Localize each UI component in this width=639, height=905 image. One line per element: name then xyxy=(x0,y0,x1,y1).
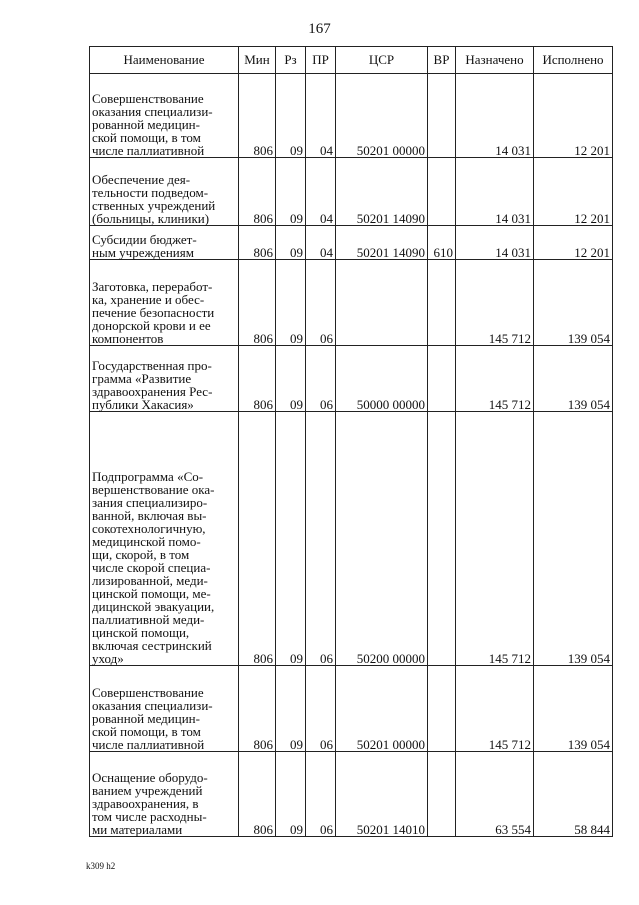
row-name-line: паллиативной меди- xyxy=(92,612,205,627)
row-name-line: (больницы, клиники) xyxy=(92,211,210,226)
row-assigned: 145 712 xyxy=(456,260,534,346)
row-min: 806 xyxy=(239,666,276,752)
row-name-line: ванием учреждений xyxy=(92,783,203,798)
row-name-line: цинской помощи, ме- xyxy=(92,586,211,601)
row-name-line: числе скорой специа- xyxy=(92,560,211,575)
row-name-line: ка, хранение и обес- xyxy=(92,292,205,307)
row-name xyxy=(90,158,239,226)
table-row xyxy=(90,158,613,226)
footer-code: k309 h2 xyxy=(86,861,116,871)
row-name-line: медицинской помо- xyxy=(92,534,201,549)
row-rz: 09 xyxy=(276,74,306,158)
row-pr: 06 xyxy=(306,752,336,837)
row-name-line: Подпрограмма «Со- xyxy=(92,469,204,484)
row-rz: 09 xyxy=(276,752,306,837)
row-executed: 139 054 xyxy=(534,260,613,346)
table-row xyxy=(90,74,613,158)
row-rz: 09 xyxy=(276,666,306,752)
row-assigned: 145 712 xyxy=(456,666,534,752)
row-vr xyxy=(428,74,456,158)
header-rz: Рз xyxy=(276,47,306,74)
row-vr xyxy=(428,346,456,412)
row-executed: 139 054 xyxy=(534,666,613,752)
table-body xyxy=(90,74,613,837)
row-name-line: рованной медицин- xyxy=(92,117,200,132)
row-name-line: здравоохранения, в xyxy=(92,796,199,811)
row-vr xyxy=(428,158,456,226)
row-csr: 50201 14090 xyxy=(336,158,428,226)
row-name-line: Обеспечение дея- xyxy=(92,172,191,187)
row-vr xyxy=(428,412,456,666)
table-row xyxy=(90,226,613,260)
row-name-line: Совершенствование xyxy=(92,91,204,106)
row-pr: 04 xyxy=(306,158,336,226)
row-min: 806 xyxy=(239,752,276,837)
table-row xyxy=(90,346,613,412)
row-csr xyxy=(336,260,428,346)
row-name-line: Субсидии бюджет- xyxy=(92,232,197,247)
row-pr: 04 xyxy=(306,226,336,260)
row-name-line: публики Хакасия» xyxy=(92,397,194,412)
row-pr: 04 xyxy=(306,74,336,158)
header-name: Наименование xyxy=(90,47,239,74)
row-name-line: лизированной, меди- xyxy=(92,573,208,588)
row-vr: 610 xyxy=(428,226,456,260)
row-name xyxy=(90,412,239,666)
row-rz: 09 xyxy=(276,226,306,260)
row-rz: 09 xyxy=(276,260,306,346)
row-name-line: зания специализиро- xyxy=(92,495,208,510)
row-name xyxy=(90,74,239,158)
row-name-line: рованной медицин- xyxy=(92,711,200,726)
row-min: 806 xyxy=(239,346,276,412)
row-pr: 06 xyxy=(306,412,336,666)
row-name-line: числе паллиативной xyxy=(92,143,205,158)
row-min: 806 xyxy=(239,260,276,346)
table-row xyxy=(90,412,613,666)
header-min: Мин xyxy=(239,47,276,74)
row-executed: 12 201 xyxy=(534,226,613,260)
row-executed: 58 844 xyxy=(534,752,613,837)
row-assigned: 14 031 xyxy=(456,226,534,260)
row-min: 806 xyxy=(239,226,276,260)
header-vr: ВР xyxy=(428,47,456,74)
row-name xyxy=(90,260,239,346)
row-vr xyxy=(428,752,456,837)
row-vr xyxy=(428,260,456,346)
row-name-line: ской помощи, в том xyxy=(92,724,201,739)
row-name-line: компонентов xyxy=(92,331,164,346)
row-name-line: Заготовка, переработ- xyxy=(92,279,213,294)
row-name-line: ванной, включая вы- xyxy=(92,508,207,523)
row-assigned: 14 031 xyxy=(456,158,534,226)
row-vr xyxy=(428,666,456,752)
row-csr: 50201 14010 xyxy=(336,752,428,837)
row-name-line: оказания специализи- xyxy=(92,104,213,119)
row-csr: 50201 00000 xyxy=(336,666,428,752)
row-name-line: включая сестринский xyxy=(92,638,212,653)
row-name xyxy=(90,346,239,412)
row-name xyxy=(90,752,239,837)
row-assigned: 63 554 xyxy=(456,752,534,837)
table-row xyxy=(90,752,613,837)
row-csr: 50201 14090 xyxy=(336,226,428,260)
row-name-line: донорской крови и ее xyxy=(92,318,211,333)
row-name-line: уход» xyxy=(92,651,124,666)
row-name-line: печение безопасности xyxy=(92,305,215,320)
row-csr: 50201 00000 xyxy=(336,74,428,158)
row-executed: 139 054 xyxy=(534,346,613,412)
row-name-line: ской помощи, в том xyxy=(92,130,201,145)
page-number: 167 xyxy=(308,21,331,37)
row-name xyxy=(90,666,239,752)
row-name-line: вершенствование ока- xyxy=(92,482,215,497)
table-row xyxy=(90,260,613,346)
row-name-line: Оснащение оборудо- xyxy=(92,770,208,785)
header-executed: Исполнено xyxy=(534,47,613,74)
row-name-line: сокотехнологичную, xyxy=(92,521,206,536)
row-name-line: тельности подведом- xyxy=(92,185,209,200)
row-pr: 06 xyxy=(306,666,336,752)
budget-table xyxy=(89,46,613,837)
row-name-line: дицинской эвакуации, xyxy=(92,599,215,614)
row-assigned: 145 712 xyxy=(456,412,534,666)
header-row xyxy=(90,47,613,74)
header-assigned: Назначено xyxy=(456,47,534,74)
row-min: 806 xyxy=(239,412,276,666)
row-name-line: цинской помощи, xyxy=(92,625,190,640)
row-name-line: оказания специализи- xyxy=(92,698,213,713)
row-name-line: щи, скорой, в том xyxy=(92,547,190,562)
row-name-line: ственных учреждений xyxy=(92,198,216,213)
row-assigned: 145 712 xyxy=(456,346,534,412)
row-executed: 12 201 xyxy=(534,74,613,158)
row-name-line: здравоохранения Рес- xyxy=(92,384,213,399)
row-pr: 06 xyxy=(306,346,336,412)
table-row xyxy=(90,666,613,752)
row-rz: 09 xyxy=(276,412,306,666)
row-name xyxy=(90,226,239,260)
row-name-line: Совершенствование xyxy=(92,685,204,700)
header-pr: ПР xyxy=(306,47,336,74)
row-name-line: числе паллиативной xyxy=(92,737,205,752)
row-name-line: Государственная про- xyxy=(92,358,212,373)
row-assigned: 14 031 xyxy=(456,74,534,158)
row-name-line: том числе расходны- xyxy=(92,809,207,824)
row-rz: 09 xyxy=(276,158,306,226)
row-min: 806 xyxy=(239,74,276,158)
row-csr: 50000 00000 xyxy=(336,346,428,412)
row-executed: 12 201 xyxy=(534,158,613,226)
row-name-line: грамма «Развитие xyxy=(92,371,192,386)
row-pr: 06 xyxy=(306,260,336,346)
row-min: 806 xyxy=(239,158,276,226)
row-csr: 50200 00000 xyxy=(336,412,428,666)
row-name-line: ным учреждениям xyxy=(92,245,194,260)
row-executed: 139 054 xyxy=(534,412,613,666)
row-rz: 09 xyxy=(276,346,306,412)
header-csr: ЦСР xyxy=(336,47,428,74)
row-name-line: ми материалами xyxy=(92,822,183,837)
